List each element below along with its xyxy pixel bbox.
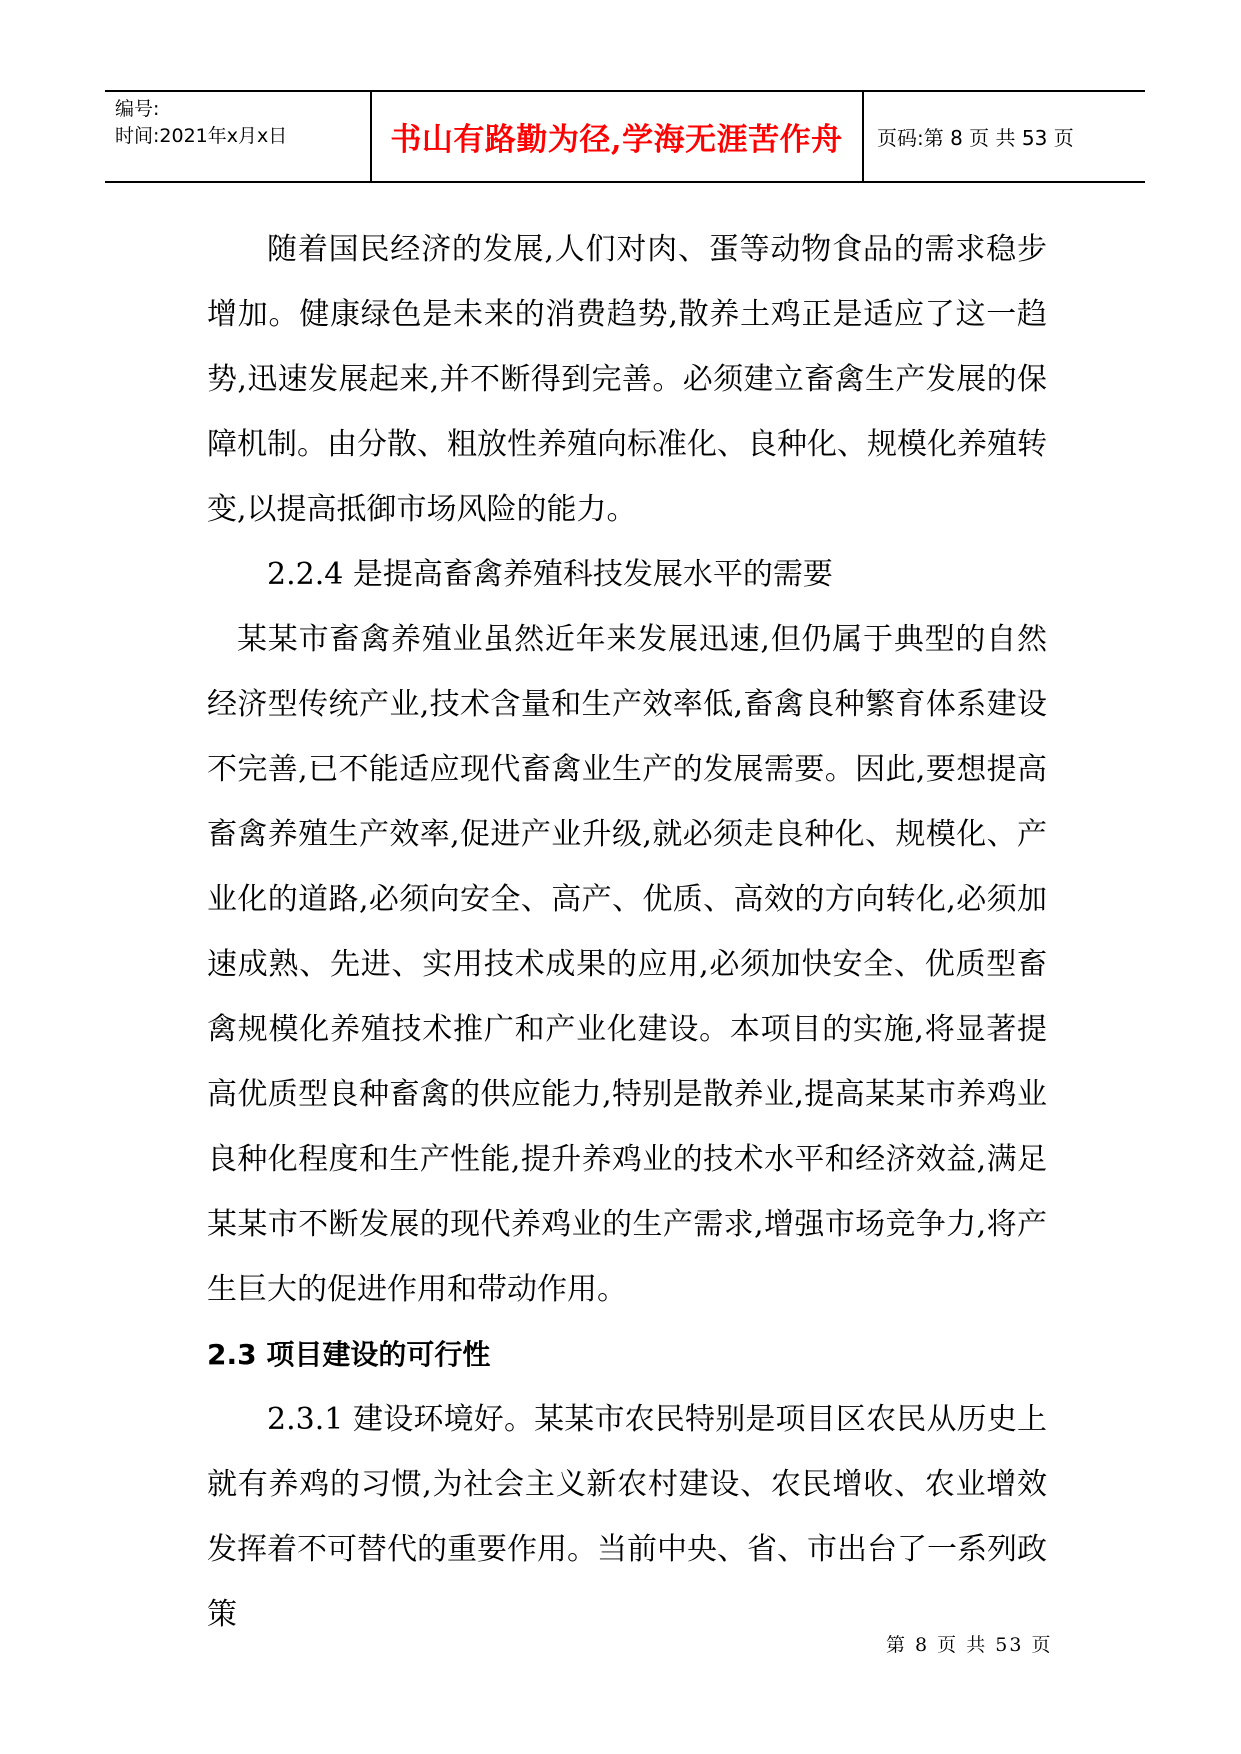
header-meta — [115, 96, 370, 150]
header-divider — [862, 92, 864, 181]
header-page-number: 页码:第 8 页 共 53 页 — [877, 126, 1074, 150]
page-footer: 第 8 页 共 53 页 — [886, 1634, 1053, 1656]
subsection-heading: 2.2.4 是提高畜禽养殖科技发展水平的需要 — [267, 557, 833, 592]
document-number-label: 编号: — [115, 98, 160, 120]
header-motto: 书山有路勤为径,学海无涯苦作舟 — [390, 122, 843, 158]
body-paragraph: 某某市畜禽养殖业虽然近年来发展迅速,但仍属于典型的自然经济型传统产业,技术含量和生产效率低,畜禽良种繁育体系建设不完善,已不能适应现代畜禽业生产的发展需要。因此,要想提高畜禽养殖生产效率,促进产业升级,就必须走良种化、规模化、产业化的道路,必须向安全、高产、优质、高效的方向转化,必须加速成熟、先进、实用技术成果的应用,必须加快安全、优质型畜禽规模化养殖技术推广和产业化建设。本项目的实施,将显著提高优质型良种畜禽的供应能力,特别是散养业,提高某某市养鸡业良种化程度和生产性能,提升养鸡业的技术水平和经济效益,满足某某市不断发展的现代养鸡业的生产需求,增强市场竞争力,将产生巨大的促进作用和带动作用。 — [207, 622, 1047, 1307]
document-time-label: 时间:2021年x月x日 — [115, 125, 288, 147]
body-paragraph: 2.3.1 建设环境好。某某市农民特别是项目区农民从历史上就有养鸡的习惯,为社会主义新农村建设、农民增收、农业增效发挥着不可替代的重要作用。当前中央、省、市出台了一系列政策 — [207, 1402, 1047, 1632]
page-header — [105, 90, 1145, 183]
body-paragraph: 随着国民经济的发展,人们对肉、蛋等动物食品的需求稳步增加。健康绿色是未来的消费趋势,散养土鸡正是适应了这一趋势,迅速发展起来,并不断得到完善。必须建立畜禽生产发展的保障机制。由分散、粗放性养殖向标准化、良种化、规模化养殖转变,以提高抵御市场风险的能力。 — [207, 232, 1047, 527]
document-body — [207, 217, 1047, 1647]
section-heading: 2.3 项目建设的可行性 — [207, 1338, 491, 1371]
